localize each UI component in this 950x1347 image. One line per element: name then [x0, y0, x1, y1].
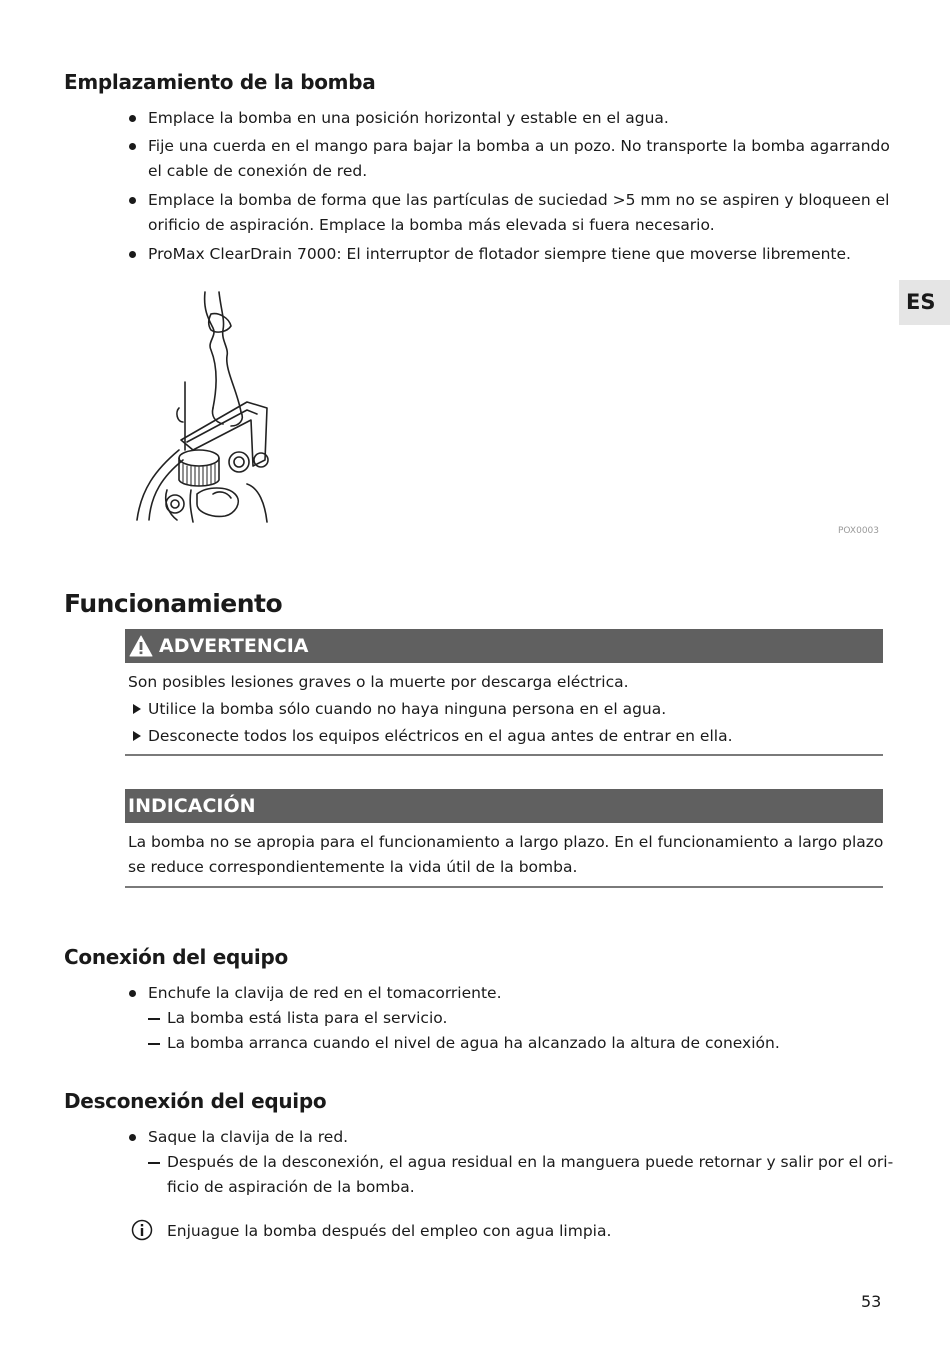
- warning-title: ADVERTENCIA: [159, 635, 309, 657]
- placement-bullet-4: ProMax ClearDrain 7000: El interruptor de flotador siempre tiene que moverse libremente.: [148, 245, 851, 263]
- pump-hanging-on-rope-illustration: [127, 290, 309, 524]
- placement-bullet-2-line-1: Fije una cuerda en el mango para bajar la bomba a un pozo. No transporte la bomba agarrando: [148, 137, 890, 155]
- placement-bullet-3-line-1: Emplace la bomba de forma que las partículas de suciedad >5 mm no se aspiren y bloqueen el: [148, 191, 890, 209]
- notice-line-1: La bomba no se apropia para el funcionamiento a largo plazo. En el funcionamiento a largo plazo: [128, 833, 884, 851]
- connect-result-2: La bomba arranca cuando el nivel de agua ha alcanzado la altura de conexión.: [167, 1034, 780, 1052]
- placement-bullet-2-line-2: el cable de conexión de red.: [148, 162, 368, 180]
- warning-triangle-icon: [128, 634, 154, 662]
- heading-placement: Emplazamiento de la bomba: [64, 70, 376, 94]
- notice-title: INDICACIÓN: [128, 795, 256, 817]
- result-dash: [148, 1018, 160, 1020]
- bullet-dot: [129, 197, 136, 204]
- step-arrow-icon: [133, 704, 141, 714]
- page-number: 53: [861, 1292, 882, 1311]
- language-tab: [899, 280, 950, 325]
- bullet-dot: [129, 251, 136, 258]
- language-tab-label: ES: [906, 290, 936, 314]
- bullet-dot: [129, 1134, 136, 1141]
- connect-bullet: Enchufe la clavija de red en el tomacorriente.: [148, 984, 502, 1002]
- warning-step-2: Desconecte todos los equipos eléctricos en el agua antes de entrar en ella.: [148, 727, 733, 745]
- disconnect-result-line-2: ficio de aspiración de la bomba.: [167, 1178, 415, 1196]
- disconnect-bullet: Saque la clavija de la red.: [148, 1128, 349, 1146]
- bullet-dot: [129, 115, 136, 122]
- warning-banner: [125, 629, 883, 663]
- bullet-dot: [129, 143, 136, 150]
- info-icon: [131, 1219, 153, 1245]
- placement-bullet-1: Emplace la bomba en una posición horizontal y estable en el agua.: [148, 109, 669, 127]
- result-dash: [148, 1162, 160, 1164]
- connect-result-1: La bomba está lista para el servicio.: [167, 1009, 448, 1027]
- warning-divider: [125, 754, 883, 756]
- warning-step-1: Utilice la bomba sólo cuando no haya ninguna persona en el agua.: [148, 700, 667, 718]
- placement-bullet-3-line-2: orificio de aspiración. Emplace la bomba más elevada si fuera necesario.: [148, 216, 715, 234]
- result-dash: [148, 1043, 160, 1045]
- heading-connect: Conexión del equipo: [64, 945, 288, 969]
- info-text: Enjuague la bomba después del empleo con agua limpia.: [167, 1222, 612, 1240]
- figure-code: POX0003: [838, 526, 880, 536]
- bullet-dot: [129, 990, 136, 997]
- disconnect-result-line-1: Después de la desconexión, el agua residual en la manguera puede retornar y salir por el ori-: [167, 1153, 894, 1171]
- warning-text: Son posibles lesiones graves o la muerte por descarga eléctrica.: [128, 673, 629, 691]
- notice-banner: [125, 789, 883, 823]
- step-arrow-icon: [133, 731, 141, 741]
- notice-divider: [125, 886, 883, 888]
- heading-disconnect: Desconexión del equipo: [64, 1089, 327, 1113]
- heading-operation: Funcionamiento: [64, 589, 283, 618]
- notice-line-2: se reduce correspondientemente la vida útil de la bomba.: [128, 858, 578, 876]
